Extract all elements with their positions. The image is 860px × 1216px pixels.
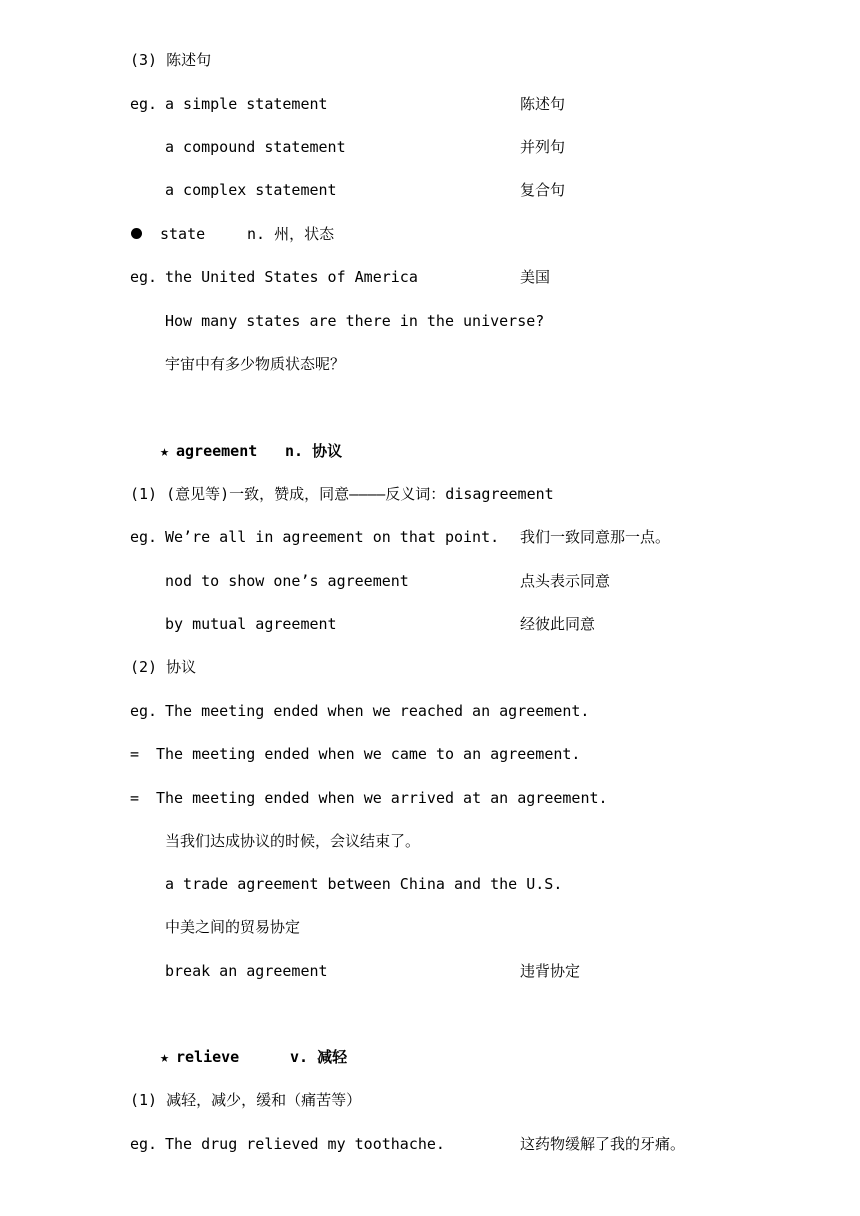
equals-sign: = <box>130 745 140 763</box>
entry-word: relieve <box>176 1048 240 1066</box>
example-zh: 中美之间的贸易协定 <box>165 918 301 936</box>
example-zh: 这药物缓解了我的牙痛。 <box>520 1135 686 1153</box>
example-zh: 陈述句 <box>520 95 566 113</box>
example-zh: 宇宙中有多少物质状态呢？ <box>165 355 346 373</box>
star-icon: ★ <box>160 442 170 460</box>
example-en: break an agreement <box>165 962 328 980</box>
example-zh: 并列句 <box>520 138 566 156</box>
entry-meaning: v. 减轻 <box>290 1048 348 1066</box>
example-en: a compound statement <box>165 138 346 156</box>
example-en: We’re all in agreement on that point. <box>165 528 500 546</box>
example-en: nod to show one’s agreement <box>165 572 409 590</box>
eg-prefix: eg. <box>130 528 158 546</box>
entry-meaning: n. 州，状态 <box>247 225 335 243</box>
example-zh: 违背协定 <box>520 962 581 980</box>
example-en: a complex statement <box>165 181 337 199</box>
example-en: a simple statement <box>165 95 328 113</box>
example-en: The meeting ended when we arrived at an agreement. <box>156 789 608 807</box>
example-en: a trade agreement between China and the U.S. <box>165 875 563 893</box>
example-en: by mutual agreement <box>165 615 337 633</box>
entry-word: state <box>160 225 206 243</box>
example-en: How many states are there in the universe? <box>165 312 545 330</box>
example-zh: 点头表示同意 <box>520 572 611 590</box>
eg-prefix: eg. <box>130 702 158 720</box>
sense-heading: (1) 减轻，减少，缓和（痛苦等） <box>130 1091 362 1109</box>
example-zh: 美国 <box>520 268 551 286</box>
example-zh: 复合句 <box>520 181 566 199</box>
example-zh: 我们一致同意那一点。 <box>520 528 671 546</box>
star-icon: ★ <box>160 1048 170 1066</box>
eg-prefix: eg. <box>130 95 158 113</box>
sense-heading: (1) (意见等)一致，赞成，同意————反义词：disagreement <box>130 485 554 503</box>
sense-heading: (2) 协议 <box>130 658 197 676</box>
example-en: The drug relieved my toothache. <box>165 1135 445 1153</box>
eg-prefix: eg. <box>130 268 158 286</box>
example-en: the United States of America <box>165 268 418 286</box>
example-en: The meeting ended when we reached an agreement. <box>165 702 590 720</box>
example-zh: 当我们达成协议的时候，会议结束了。 <box>165 832 421 850</box>
eg-prefix: eg. <box>130 1135 158 1153</box>
entry-meaning: n. 协议 <box>285 442 343 460</box>
entry-word: agreement <box>176 442 258 460</box>
section-heading: (3) 陈述句 <box>130 51 212 69</box>
equals-sign: = <box>130 789 140 807</box>
example-en: The meeting ended when we came to an agreement. <box>156 745 581 763</box>
example-zh: 经彼此同意 <box>520 615 596 633</box>
bullet-icon <box>131 228 142 239</box>
